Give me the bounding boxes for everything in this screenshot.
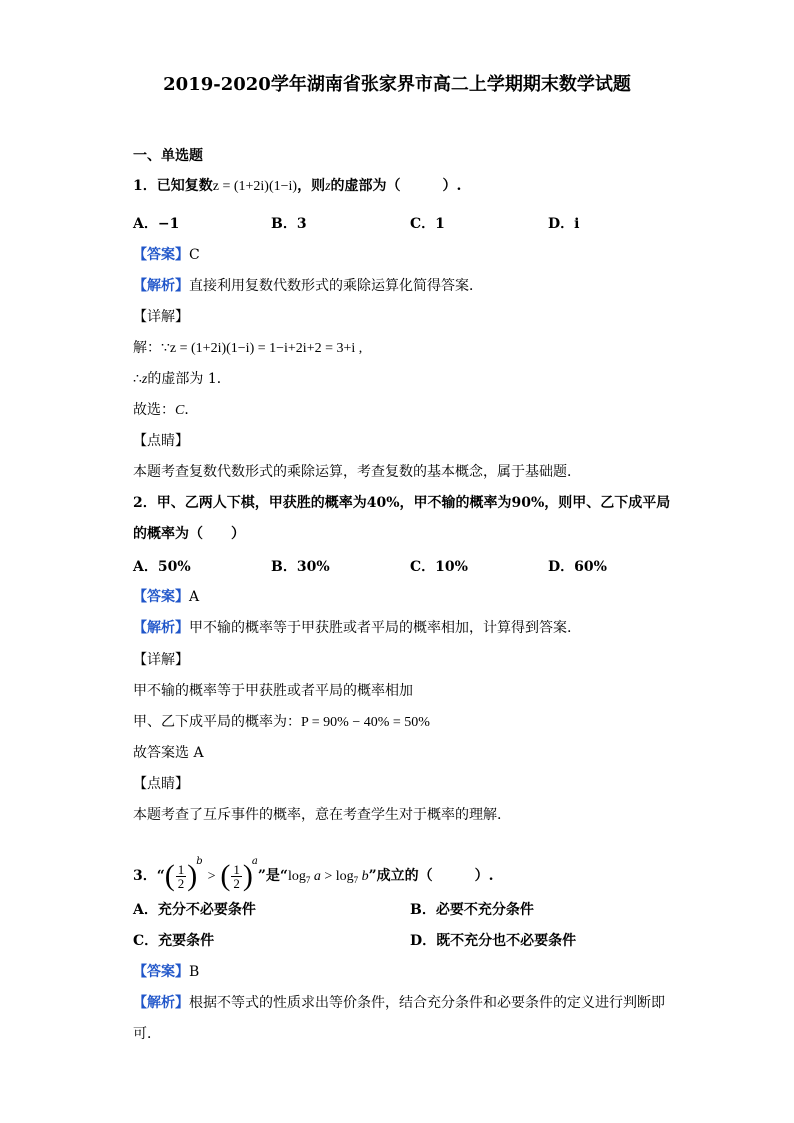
log-base: 7: [305, 875, 311, 885]
question-1-choice: [133, 400, 198, 421]
log-var-a: a: [313, 869, 321, 884]
exponent-a: a: [251, 856, 258, 867]
choice-prefix: 故选：: [133, 402, 175, 418]
fraction-numerator: 1: [233, 861, 240, 877]
analysis-text: 根据不等式的性质求出等价条件，结合充分条件和必要条件的定义进行判断即: [189, 995, 665, 1011]
conclusion-prefix: ∴: [133, 371, 142, 387]
question-1-option-a: A．−1: [133, 216, 180, 232]
question-2-option-a: A．50%: [133, 559, 191, 575]
log-fn: log: [287, 869, 306, 884]
answer-value: C: [189, 247, 200, 263]
greater-than: >: [207, 869, 216, 884]
fraction-numerator: 1: [177, 861, 185, 877]
question-1-option-b: B．3: [271, 216, 307, 232]
question-3-option-c: C．充要条件: [133, 933, 215, 949]
left-paren: (: [220, 859, 231, 892]
question-2-option-c: C．10%: [410, 559, 468, 575]
question-3-option-a: A．充分不必要条件: [133, 902, 256, 918]
question-1-comment: 本题考查复数代数形式的乘除运算，考查复数的基本概念，属于基础题．: [133, 464, 581, 480]
detail-prefix: 甲、乙下成平局的概率为：: [133, 714, 301, 730]
fraction-denominator: 2: [233, 875, 240, 891]
conclusion-suffix: 的虚部为 1．: [147, 371, 231, 387]
question-1-option-d: D．i: [548, 216, 580, 232]
document-title: 2019-2020学年湖南省张家界市高二上学期期末数学试题: [163, 74, 631, 95]
question-1-detail-heading: 【详解】: [133, 309, 189, 325]
question-3-mid: ”是“: [257, 868, 288, 884]
question-3-suffix: ”成立的（ ）.: [368, 868, 494, 884]
question-1-option-c: C．1: [410, 216, 445, 232]
question-2-detail-heading: 【详解】: [133, 652, 189, 668]
question-2-analysis: [133, 618, 571, 638]
question-2-option-d: D．60%: [548, 559, 607, 575]
log-base: 7: [353, 875, 359, 885]
question-1-formula: z = (1+2i)(1−i): [212, 179, 298, 194]
fraction-denominator: 2: [177, 875, 185, 891]
detail-formula: ∵z = (1+2i)(1−i) = 1−i+2i+2 = 3+i ,: [161, 341, 363, 356]
log-a: [288, 869, 369, 884]
question-2-detail-line-1: 甲不输的概率等于甲获胜或者平局的概率相加: [133, 683, 413, 699]
left-paren: (: [164, 859, 175, 892]
question-2-answer: [133, 587, 199, 607]
question-1-detail-line: [133, 338, 362, 359]
right-paren: ): [242, 859, 253, 892]
choice-var: C: [175, 403, 185, 418]
question-3-analysis: [133, 993, 665, 1013]
answer-value: B: [189, 964, 200, 980]
question-1-var: z: [325, 179, 331, 194]
question-2-detail-line-3: 故答案选 A: [133, 745, 204, 761]
conclusion-var: z: [141, 372, 148, 387]
analysis-text: 甲不输的概率等于甲获胜或者平局的概率相加，计算得到答案.: [189, 620, 572, 636]
fraction-1: [176, 863, 187, 890]
log-gt: >: [324, 869, 333, 884]
right-paren: ): [187, 859, 198, 892]
fraction-2: [231, 863, 242, 890]
question-2-detail-line-2: [133, 712, 430, 733]
answer-tag: 【答案】: [133, 589, 189, 605]
exponent-b: b: [196, 856, 203, 867]
detail-prefix: 解：: [133, 340, 161, 356]
question-2-line-2: 的概率为（ ）: [133, 526, 245, 542]
answer-value: A: [189, 589, 200, 605]
question-1-mid: ，则: [297, 178, 326, 194]
analysis-tag: 【解析】: [133, 620, 189, 636]
question-1-analysis: [133, 276, 483, 296]
log-fn: log: [335, 869, 354, 884]
question-2-comment: 本题考查了互斥事件的概率，意在考查学生对于概率的理解.: [133, 807, 502, 823]
analysis-text: 直接利用复数代数形式的乘除运算化简得答案．: [189, 278, 483, 294]
question-2-comment-heading: 【点睛】: [133, 776, 189, 792]
analysis-tag: 【解析】: [133, 995, 189, 1011]
section-heading: 一、单选题: [133, 148, 203, 164]
question-1-conclusion: [133, 369, 231, 390]
question-3-analysis-line-2: 可．: [133, 1026, 161, 1042]
question-2-option-b: B．30%: [271, 559, 330, 575]
question-3-option-b: B．必要不充分条件: [410, 902, 534, 918]
choice-suffix: ．: [184, 402, 199, 418]
question-1: [133, 176, 461, 197]
answer-tag: 【答案】: [133, 964, 189, 980]
question-1-suffix: 的虚部为（ ）.: [330, 178, 462, 194]
detail-formula: P = 90% − 40% = 50%: [301, 715, 430, 730]
question-1-answer: [133, 245, 200, 265]
question-1-prefix: 1．已知复数: [133, 178, 213, 194]
log-var-b: b: [361, 869, 369, 884]
question-3-prefix: 3．“: [133, 868, 165, 884]
question-1-comment-heading: 【点睛】: [133, 433, 189, 449]
question-3: [133, 842, 494, 900]
analysis-tag: 【解析】: [133, 278, 189, 294]
question-3-option-d: D．既不充分也不必要条件: [410, 933, 577, 949]
answer-tag: 【答案】: [133, 247, 189, 263]
question-3-answer: [133, 962, 199, 982]
question-2-line-1: 2．甲、乙两人下棋，甲获胜的概率为40%，甲不输的概率为90%，则甲、乙下成平局: [133, 495, 671, 511]
